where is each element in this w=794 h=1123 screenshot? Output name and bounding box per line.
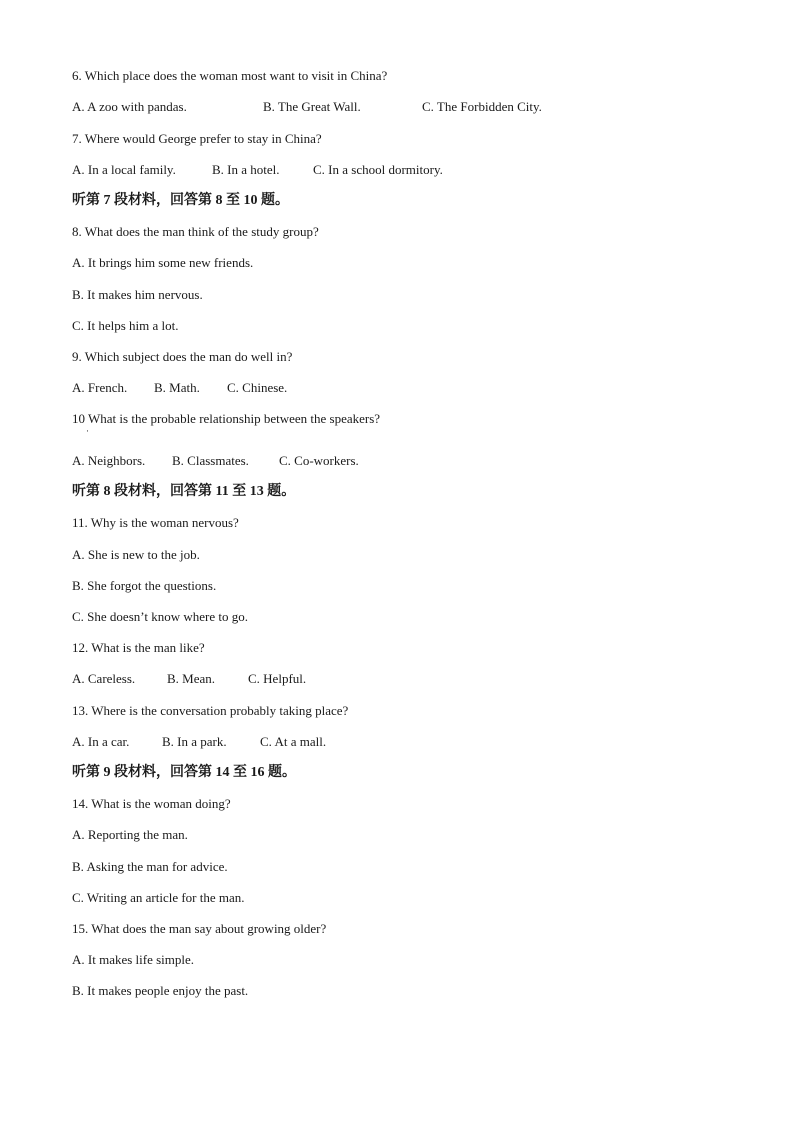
question-11: 11. Why is the woman nervous? [72,515,239,530]
question-15-option-a: A. It makes life simple. [72,952,195,967]
question-7-options [72,162,672,178]
stray-mark: · [86,426,89,436]
question-14-option-c: C. Writing an article for the man. [72,890,245,905]
question-10: 10 What is the probable relationship between the speakers? [72,411,381,426]
question-7: 7. Where would George prefer to stay in China? [72,131,322,146]
question-8-option-c: C. It helps him a lot. [72,318,179,333]
option-b: B. Math. [154,380,200,395]
question-13-options [72,734,672,750]
question-9: 9. Which subject does the man do well in? [72,349,293,364]
question-13: 13. Where is the conversation probably taking place? [72,703,349,718]
option-b: B. In a park. [162,734,227,749]
option-b: B. The Great Wall. [263,99,361,114]
question-8-option-b: B. It makes him nervous. [72,287,203,302]
option-a: A. Neighbors. [72,453,146,468]
option-a: A. In a local family. [72,162,176,177]
question-14-option-a: A. Reporting the man. [72,827,188,842]
option-c: C. Co-workers. [279,453,359,468]
section-heading-9: 听第 9 段材料，回答第 14 至 16 题。 [72,765,296,780]
option-a: A. In a car. [72,734,130,749]
question-10-options [72,453,672,469]
question-11-option-b: B. She forgot the questions. [72,578,217,593]
option-c: C. In a school dormitory. [313,162,443,177]
question-6-options [72,99,672,115]
option-a: A. Careless. [72,671,136,686]
question-12-options [72,671,672,687]
question-8: 8. What does the man think of the study group? [72,224,319,239]
question-9-options [72,380,672,396]
question-11-option-c: C. She doesn’t know where to go. [72,609,248,624]
section-heading-8: 听第 8 段材料，回答第 11 至 13 题。 [72,484,296,499]
question-15: 15. What does the man say about growing older? [72,921,327,936]
option-c: C. Chinese. [227,380,288,395]
section-heading-7: 听第 7 段材料，回答第 8 至 10 题。 [72,193,289,208]
question-14: 14. What is the woman doing? [72,796,231,811]
question-14-option-b: B. Asking the man for advice. [72,859,228,874]
question-11-option-a: A. She is new to the job. [72,547,200,562]
option-a: A. A zoo with pandas. [72,99,187,114]
question-8-option-a: A. It brings him some new friends. [72,255,254,270]
option-c: C. Helpful. [248,671,307,686]
option-a: A. French. [72,380,128,395]
question-15-option-b: B. It makes people enjoy the past. [72,983,249,998]
option-b: B. Classmates. [172,453,249,468]
question-6: 6. Which place does the woman most want to visit in China? [72,68,388,83]
option-c: C. At a mall. [260,734,327,749]
option-b: B. Mean. [167,671,216,686]
question-12: 12. What is the man like? [72,640,205,655]
option-b: B. In a hotel. [212,162,280,177]
option-c: C. The Forbidden City. [422,99,542,114]
